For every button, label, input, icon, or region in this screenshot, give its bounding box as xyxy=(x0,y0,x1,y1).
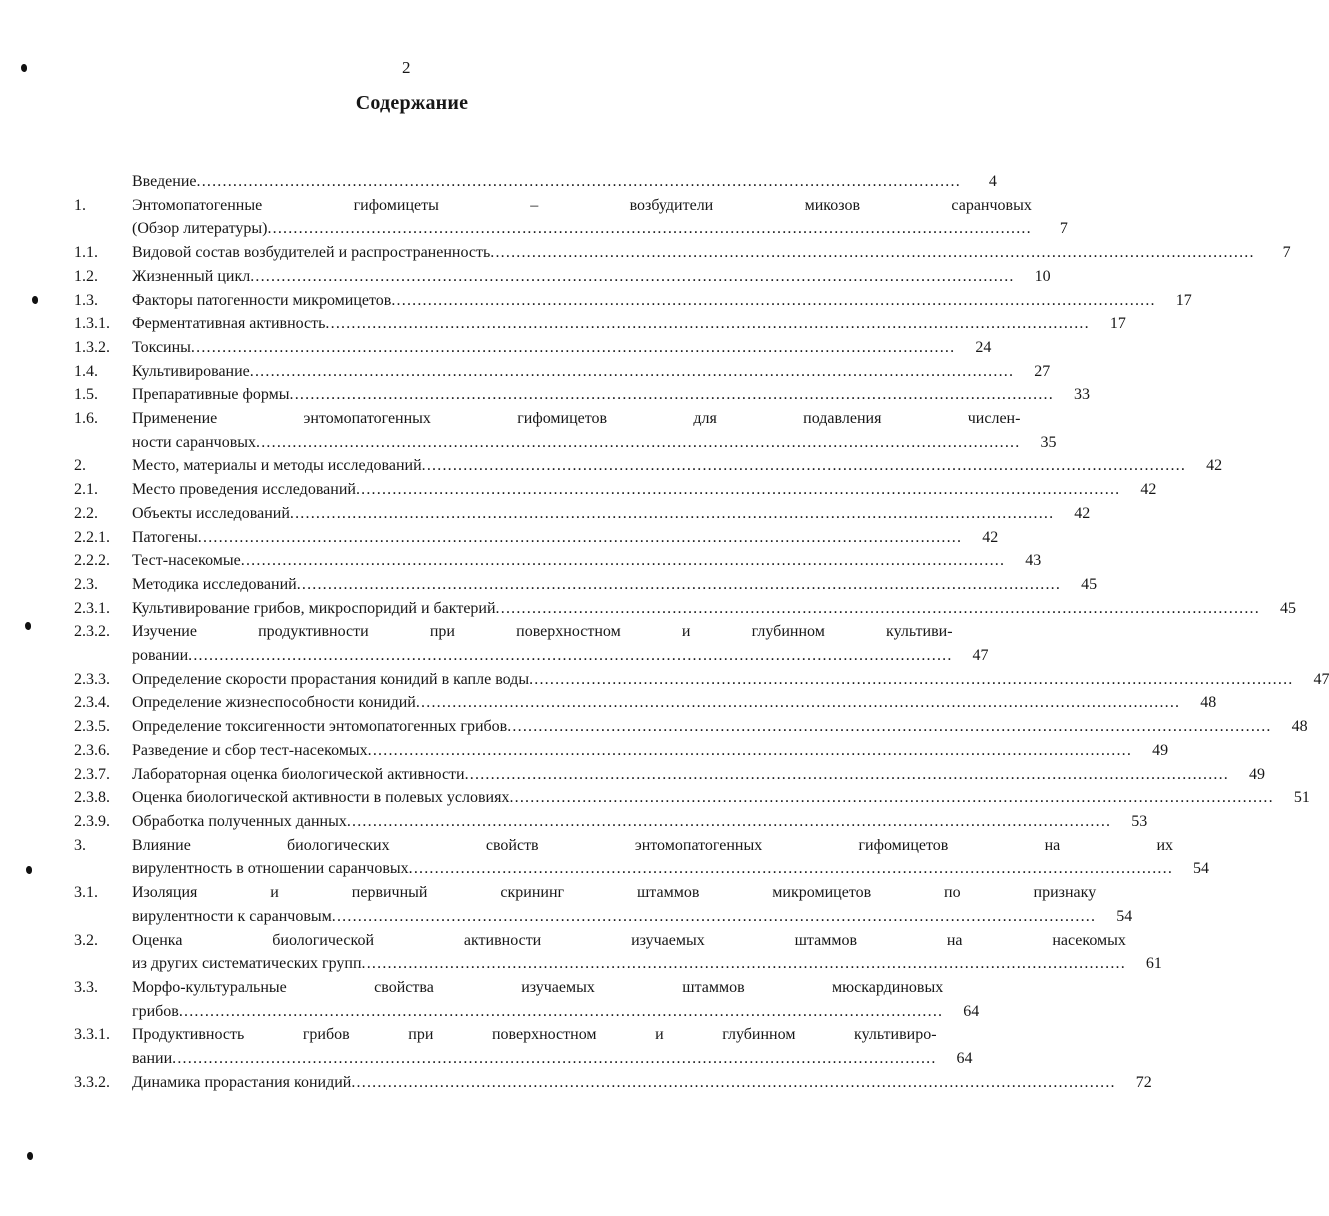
toc-entry-title-line: Морфо-культуральные свойства изучаемых штаммов мюскардиновых xyxy=(132,978,944,996)
toc-entry-number: 2. xyxy=(74,457,86,475)
toc-entry-number: 2.2. xyxy=(74,504,98,522)
toc-entry[interactable] xyxy=(74,1071,1152,1095)
toc-entry-page: 24 xyxy=(975,338,992,356)
toc-entry[interactable] xyxy=(74,312,1126,336)
toc-entry-title xyxy=(132,668,1293,692)
dot-leader xyxy=(172,1047,936,1071)
toc-entry-page: 54 xyxy=(1116,907,1133,925)
toc-entry-page: 49 xyxy=(1152,741,1169,759)
dot-leader xyxy=(529,668,1293,692)
toc-entry-page: 64 xyxy=(956,1050,973,1068)
toc-entry-page: 27 xyxy=(1034,362,1051,380)
toc-entry-title xyxy=(132,620,953,667)
toc-entry-page: 45 xyxy=(1279,599,1296,617)
toc-entry-number: 2.3.8. xyxy=(74,789,110,807)
toc-entry[interactable] xyxy=(74,668,1329,692)
dot-leader xyxy=(490,241,1254,265)
toc-entry-number: 2.3.3. xyxy=(74,670,110,688)
toc-entry-title xyxy=(132,881,1096,928)
toc-entry[interactable] xyxy=(74,407,1057,454)
toc-entry-number: 1.3. xyxy=(74,291,98,309)
toc-entry-title-line: Препаративные формы xyxy=(132,386,290,404)
dot-leader xyxy=(297,573,1061,597)
toc-entry-number: 2.3.7. xyxy=(74,765,110,783)
toc-entry-title-line: Патогены xyxy=(132,528,198,546)
dot-leader xyxy=(496,597,1260,621)
toc-entry[interactable] xyxy=(74,763,1266,787)
dot-leader xyxy=(509,786,1273,810)
toc-entry[interactable] xyxy=(74,478,1157,502)
toc-entry-page: 10 xyxy=(1034,267,1051,285)
toc-entry[interactable] xyxy=(74,265,1051,289)
margin-bullet-mark xyxy=(25,622,31,630)
toc-entry[interactable] xyxy=(74,810,1148,834)
toc-entry-title-line: Факторы патогенности микромицетов xyxy=(132,291,392,309)
dot-leader xyxy=(250,360,1014,384)
dot-leader xyxy=(416,691,1180,715)
toc-entry-page: 33 xyxy=(1073,386,1090,404)
toc-entry[interactable] xyxy=(74,929,1162,976)
toc-entry-number: 1.3.2. xyxy=(74,338,110,356)
toc-entry[interactable] xyxy=(74,170,997,194)
toc-entry-number: 3.3.2. xyxy=(74,1073,110,1091)
dot-leader xyxy=(179,1000,943,1024)
toc-entry-title-line: вирулентности к саранчовым xyxy=(132,907,332,925)
toc-entry-title-line: Место, материалы и методы исследований xyxy=(132,457,422,475)
toc-entry-page: 47 xyxy=(1313,670,1329,688)
toc-entry[interactable] xyxy=(74,691,1217,715)
toc-entry-title-line: Определение токсигенности энтомопатогенных грибов xyxy=(132,718,508,736)
toc-entry-title-line: Разведение и сбор тест-насекомых xyxy=(132,741,368,759)
dot-leader xyxy=(250,265,1014,289)
margin-bullet-mark xyxy=(27,1152,33,1160)
dot-leader xyxy=(290,383,1054,407)
toc-entry[interactable] xyxy=(74,976,980,1023)
dot-leader xyxy=(362,952,1126,976)
toc-entry-title-line: Изучение продуктивности при поверхностном и глубинном культиви- xyxy=(132,623,953,641)
toc-entry[interactable] xyxy=(74,573,1098,597)
toc-entry-page: 64 xyxy=(963,1002,980,1020)
toc-entry-number: 2.3. xyxy=(74,575,98,593)
toc-entry-page: 35 xyxy=(1040,433,1057,451)
dot-leader xyxy=(256,431,1020,455)
toc-entry-page: 7 xyxy=(1282,244,1291,262)
page-title: Содержание xyxy=(355,92,469,114)
toc-entry-page: 17 xyxy=(1109,315,1126,333)
toc-entry-title xyxy=(132,265,1015,289)
toc-entry-title-line: Лабораторная оценка биологической активности xyxy=(132,765,465,783)
toc-entry-title xyxy=(132,478,1120,502)
toc-entry-title-line: ности саранчовых xyxy=(132,433,257,451)
toc-entry-number: 3.3.1. xyxy=(74,1026,110,1044)
toc-entry-title xyxy=(132,383,1054,407)
toc-entry[interactable] xyxy=(74,620,989,667)
dot-leader xyxy=(422,454,1186,478)
toc-entry-page: 42 xyxy=(1074,504,1091,522)
toc-entry-title-line: Методика исследований xyxy=(132,575,297,593)
toc-entry-title xyxy=(132,241,1255,265)
toc-entry-page: 53 xyxy=(1131,812,1148,830)
toc-entry[interactable] xyxy=(74,786,1310,810)
toc-entry-page: 72 xyxy=(1135,1073,1152,1091)
toc-entry-page: 43 xyxy=(1025,552,1042,570)
toc-entry-title-line: Динамика прорастания конидий xyxy=(132,1073,352,1091)
toc-entry-title xyxy=(132,526,962,550)
toc-entry-number: 2.3.4. xyxy=(74,694,110,712)
toc-entry-title-line: грибов xyxy=(132,1002,179,1020)
toc-entry-title xyxy=(132,336,955,360)
toc-entry-title xyxy=(132,691,1180,715)
toc-entry-page: 45 xyxy=(1081,575,1098,593)
toc-entry-title xyxy=(132,786,1274,810)
toc-entry-title xyxy=(132,810,1111,834)
toc-entry-title-line: Определение скорости прорастания конидий в капле воды xyxy=(132,670,530,688)
toc-entry-page: 49 xyxy=(1249,765,1266,783)
toc-entry-title xyxy=(132,549,1005,573)
toc-entry[interactable] xyxy=(74,454,1223,478)
toc-entry-title xyxy=(132,929,1126,976)
table-of-contents xyxy=(74,170,1329,1094)
toc-entry[interactable] xyxy=(74,502,1091,526)
toc-entry[interactable] xyxy=(74,383,1090,407)
toc-entry-title xyxy=(132,1023,937,1070)
toc-entry-title-line: Видовой состав возбудителей и распространенность xyxy=(132,244,491,262)
toc-entry-number: 3.1. xyxy=(74,884,98,902)
toc-entry-page: 48 xyxy=(1291,718,1308,736)
toc-entry-title xyxy=(132,360,1014,384)
toc-entry-title-line: Тест-насекомые xyxy=(132,552,241,570)
toc-entry-number: 3.2. xyxy=(74,931,98,949)
toc-entry-number: 1.2. xyxy=(74,267,98,285)
margin-bullet-mark xyxy=(26,866,32,874)
toc-entry-title-line: ровании xyxy=(132,647,189,665)
toc-entry-page: 48 xyxy=(1200,694,1217,712)
toc-entry-title-line: Обработка полученных данных xyxy=(132,812,347,830)
toc-entry[interactable] xyxy=(74,715,1308,739)
toc-entry[interactable] xyxy=(74,1023,973,1070)
toc-entry-number: 2.3.9. xyxy=(74,812,110,830)
dot-leader xyxy=(241,549,1005,573)
toc-entry-number: 2.2.1. xyxy=(74,528,110,546)
toc-entry-page: 61 xyxy=(1145,955,1162,973)
toc-entry-title-line: из других систематических групп xyxy=(132,955,362,973)
toc-entry-title-line: Культивирование xyxy=(132,362,250,380)
toc-entry-page: 17 xyxy=(1175,291,1192,309)
toc-entry-title-line: Ферментативная активность xyxy=(132,315,326,333)
toc-entry-title xyxy=(132,976,943,1023)
toc-entry-title-line: вании xyxy=(132,1050,173,1068)
toc-entry-title xyxy=(132,289,1156,313)
toc-entry-number: 1.6. xyxy=(74,410,98,428)
toc-entry-number: 2.3.6. xyxy=(74,741,110,759)
toc-entry-page: 42 xyxy=(982,528,999,546)
toc-entry[interactable] xyxy=(74,549,1042,573)
dot-leader xyxy=(368,739,1132,763)
dot-leader xyxy=(347,810,1111,834)
dot-leader xyxy=(356,478,1120,502)
dot-leader xyxy=(351,1071,1115,1095)
toc-entry-title xyxy=(132,715,1272,739)
toc-entry[interactable] xyxy=(74,834,1210,881)
toc-entry-number: 2.3.2. xyxy=(74,623,110,641)
toc-entry-title-line: Изоляция и первичный скрининг штаммов микромицетов по признаку xyxy=(132,884,1097,902)
toc-entry-title xyxy=(132,194,1032,241)
toc-entry-title xyxy=(132,597,1260,621)
toc-entry-number: 1.1. xyxy=(74,244,98,262)
toc-entry-title-line: Токсины xyxy=(132,338,191,356)
toc-entry-title-line: (Обзор литературы) xyxy=(132,220,268,238)
toc-entry-title xyxy=(132,763,1229,787)
toc-entry[interactable] xyxy=(74,526,999,550)
toc-entry-page: 7 xyxy=(1059,220,1068,238)
margin-bullet-mark xyxy=(32,296,38,304)
toc-entry-title xyxy=(132,834,1173,881)
toc-entry-page: 51 xyxy=(1293,789,1310,807)
toc-entry-title-line: Место проведения исследований xyxy=(132,481,356,499)
toc-entry-title xyxy=(132,739,1132,763)
dot-leader xyxy=(332,905,1096,929)
toc-entry-number: 2.1. xyxy=(74,481,98,499)
toc-entry[interactable] xyxy=(74,194,1068,241)
toc-entry-title-line: Объекты исследований xyxy=(132,504,290,522)
toc-entry-title xyxy=(132,573,1061,597)
dot-leader xyxy=(409,857,1173,881)
toc-entry-page: 54 xyxy=(1193,860,1210,878)
toc-entry-number: 2.3.5. xyxy=(74,718,110,736)
dot-leader xyxy=(197,170,961,194)
toc-entry-title-line: Оценка биологической активности в полевых условиях xyxy=(132,789,510,807)
toc-entry-title xyxy=(132,407,1020,454)
toc-entry-title-line: вирулентность в отношении саранчовых xyxy=(132,860,409,878)
toc-entry-title xyxy=(132,454,1186,478)
page-number: 2 xyxy=(402,58,411,77)
toc-entry-title xyxy=(132,502,1054,526)
dot-leader xyxy=(191,336,955,360)
dot-leader xyxy=(391,289,1155,313)
toc-entry[interactable] xyxy=(74,289,1192,313)
dot-leader xyxy=(188,644,952,668)
toc-entry[interactable] xyxy=(74,739,1169,763)
dot-leader xyxy=(325,312,1089,336)
toc-entry-number: 2.2.2. xyxy=(74,552,110,570)
toc-entry-title-line: Продуктивность грибов при поверхностном и глубинном культивиро- xyxy=(132,1026,937,1044)
toc-entry-title-line: Введение xyxy=(132,173,197,190)
toc-entry-page: 42 xyxy=(1206,457,1223,475)
toc-entry-number: 1.4. xyxy=(74,362,98,380)
toc-entry-title-line: Энтомопатогенные гифомицеты – возбудители микозов саранчовых xyxy=(132,196,1032,214)
margin-bullet-mark xyxy=(21,64,27,72)
toc-entry[interactable] xyxy=(74,336,992,360)
toc-entry[interactable] xyxy=(74,597,1296,621)
dot-leader xyxy=(290,502,1054,526)
toc-entry-number: 2.3.1. xyxy=(74,599,110,617)
toc-entry-page: 47 xyxy=(972,647,989,665)
toc-entry-title-line: Определение жизнеспособности конидий xyxy=(132,694,416,712)
toc-entry-title-line: Культивирование грибов, микроспоридий и бактерий xyxy=(132,599,496,617)
toc-entry[interactable] xyxy=(74,881,1133,928)
dot-leader xyxy=(465,763,1229,787)
toc-entry-title-line: Оценка биологической активности изучаемых штаммов на насекомых xyxy=(132,931,1126,949)
toc-entry[interactable] xyxy=(74,360,1051,384)
toc-entry-number: 3.3. xyxy=(74,978,98,996)
dot-leader xyxy=(198,526,962,550)
toc-entry-title xyxy=(132,1071,1116,1095)
toc-entry-title xyxy=(132,170,961,194)
toc-entry-number: 1. xyxy=(74,196,86,214)
toc-entry-page: 4 xyxy=(988,173,997,190)
toc-entry-number: 1.5. xyxy=(74,386,98,404)
toc-entry-title xyxy=(132,312,1090,336)
toc-entry-number: 1.3.1. xyxy=(74,315,110,333)
toc-entry-page: 42 xyxy=(1140,481,1157,499)
toc-entry-title-line: Жизненный цикл xyxy=(132,267,251,285)
dot-leader xyxy=(507,715,1271,739)
toc-entry[interactable] xyxy=(74,241,1291,265)
toc-entry-title-line: Влияние биологических свойств энтомопатогенных гифомицетов на их xyxy=(132,836,1174,854)
toc-entry-title-line: Применение энтомопатогенных гифомицетов для подавления числен- xyxy=(132,410,1021,428)
dot-leader xyxy=(267,217,1031,241)
toc-entry-number: 3. xyxy=(74,836,86,854)
